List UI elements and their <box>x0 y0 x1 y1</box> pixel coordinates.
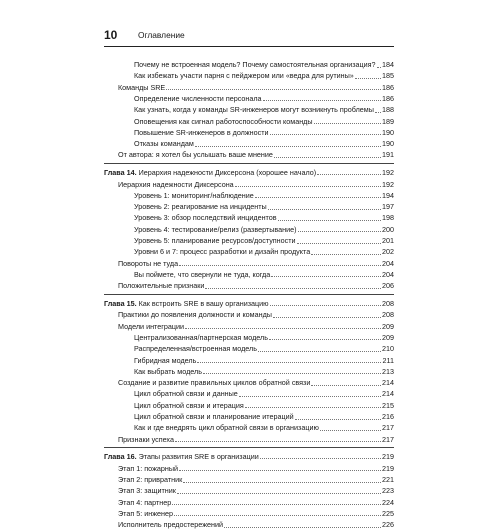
chapter-separator <box>104 294 394 295</box>
toc-page-number: 224 <box>382 497 394 507</box>
toc-page-number: 186 <box>382 93 394 103</box>
dot-leader <box>185 328 381 329</box>
toc-page-number: 217 <box>382 423 394 433</box>
toc-page-number: 208 <box>382 310 394 320</box>
toc-page-number: 191 <box>382 150 394 160</box>
dot-leader <box>195 146 381 147</box>
toc-entry-title: Уровни 6 и 7: процесс разработки и дизайн продукта <box>134 247 311 257</box>
dot-leader <box>263 100 381 101</box>
toc-entry-title <box>104 451 259 463</box>
toc-page-number: 216 <box>382 412 394 421</box>
dot-leader <box>224 527 381 528</box>
dot-leader <box>278 220 381 221</box>
toc-entry-title: Как узнать, когда у команды SR-инженеров могут возникнуть проблемы <box>134 105 374 115</box>
toc-entry-title: Уровень 2: реагирование на инциденты <box>134 202 267 212</box>
toc-entry[interactable] <box>118 434 394 446</box>
toc-entry-title: Уровень 4: тестирование/релиз (развертывание) <box>134 224 297 234</box>
toc-entry-title: Отказы командам <box>134 139 194 149</box>
chapter-title: Как встроить SRE в вашу организацию <box>138 298 269 308</box>
dot-leader <box>179 265 381 266</box>
toc-entry-title: Создание и развитие правильных циклов обратной связи <box>118 378 311 388</box>
toc-entry[interactable] <box>134 93 394 105</box>
toc-page-number: 208 <box>382 298 394 308</box>
dot-leader <box>317 174 381 175</box>
dot-leader <box>269 339 381 340</box>
toc-entry[interactable] <box>134 388 394 400</box>
dot-leader <box>270 134 381 135</box>
toc-entry-title: Уровень 5: планирование ресурсов/доступности <box>134 236 296 245</box>
toc-page-number: 219 <box>382 463 394 473</box>
toc-page-number: 217 <box>382 434 394 444</box>
toc-entry[interactable] <box>118 321 394 333</box>
toc-page-number: 192 <box>382 167 394 177</box>
toc-page-number: 184 <box>382 60 394 69</box>
toc-entry-title: Практики до появления должности и команды <box>118 310 272 320</box>
toc-entry-title: Распределенная/встроенная модель <box>134 344 257 354</box>
chapter-title: Этапы развития SRE в организации <box>138 451 259 461</box>
toc-page-number: 198 <box>382 213 394 223</box>
dot-leader <box>205 288 381 289</box>
toc-page-number: 185 <box>382 71 394 81</box>
toc-page-number: 226 <box>382 520 394 530</box>
dot-leader <box>166 89 381 90</box>
toc-entry[interactable] <box>134 190 394 202</box>
toc-entry-title: Этап 2: привратник <box>118 475 183 484</box>
toc-page-number: 223 <box>382 486 394 496</box>
toc-entry-title: Этап 5: инженер <box>118 508 174 518</box>
toc-entry[interactable] <box>134 422 394 434</box>
toc-entry[interactable] <box>118 377 394 389</box>
toc-entry[interactable] <box>118 508 394 520</box>
toc-entry[interactable] <box>134 116 394 128</box>
dot-leader <box>177 493 381 494</box>
chapter-number: Глава 14. <box>104 167 139 177</box>
dot-leader <box>174 515 381 516</box>
toc-entry-title: Положительные признаки <box>118 281 205 291</box>
toc-entry[interactable] <box>118 309 394 321</box>
toc-entry-title: Оповещения как сигнал работоспособности команды <box>134 116 313 126</box>
dot-leader <box>235 186 381 187</box>
toc-entry-title <box>104 298 269 310</box>
toc-page-number: 201 <box>382 236 394 245</box>
toc-entry-title: Цикл обратной связи и планирование итераций <box>134 412 294 421</box>
toc-entry[interactable] <box>118 474 394 486</box>
dot-leader <box>268 209 381 210</box>
toc-page-number: 215 <box>382 400 394 410</box>
toc-entry[interactable] <box>134 70 394 82</box>
dot-leader <box>311 254 381 255</box>
toc-entry-title: Повороты не туда <box>118 258 179 268</box>
dot-leader <box>197 362 381 363</box>
toc-page-number: 209 <box>382 332 394 342</box>
toc-entry-title: Гибридная модель <box>134 355 197 365</box>
toc-page-number: 190 <box>382 127 394 137</box>
toc-entry[interactable] <box>134 343 394 355</box>
toc-page-number: 189 <box>382 116 394 126</box>
toc-entry[interactable] <box>134 400 394 412</box>
toc-entry[interactable] <box>118 519 394 531</box>
dot-leader <box>320 430 381 431</box>
chapter-separator <box>104 447 394 448</box>
toc-entry-title: Признаки успеха <box>118 434 174 444</box>
dot-leader <box>255 197 381 198</box>
toc-entry-title: Как выбрать модель <box>134 366 202 376</box>
dot-leader <box>260 458 381 459</box>
toc-chapter[interactable] <box>104 298 394 310</box>
toc-entry[interactable] <box>134 201 394 213</box>
dot-leader <box>179 470 381 471</box>
toc-entry-title: Модели интеграции <box>118 321 185 331</box>
dot-leader <box>175 441 381 442</box>
dot-leader <box>239 396 381 397</box>
toc-entry-title: Этап 3: защитник <box>118 486 176 496</box>
toc-entry[interactable] <box>134 224 394 236</box>
dot-leader <box>375 112 381 113</box>
toc-entry[interactable] <box>134 269 394 281</box>
dot-leader <box>172 504 381 505</box>
toc-entry-title: Уровень 3: обзор последствий инцидентов <box>134 213 277 223</box>
toc-entry-title: Определение численности персонала <box>134 93 262 103</box>
toc-page-number: 221 <box>382 475 394 484</box>
dot-leader <box>271 276 381 277</box>
toc-entry-title: Централизованная/партнерская модель <box>134 332 268 342</box>
toc-entry[interactable] <box>134 138 394 150</box>
toc-entry[interactable] <box>118 280 394 292</box>
toc-entry-title: От автора: я хотел бы услышать ваше мнение <box>118 150 273 160</box>
toc-chapter[interactable] <box>104 167 394 179</box>
toc-entry-title: Повышение SR-инженеров в должности <box>134 127 269 137</box>
toc-entry-title: Этап 1: пожарный <box>118 463 179 473</box>
dot-leader <box>270 305 381 306</box>
toc-entry[interactable] <box>134 104 394 116</box>
toc-page-number: 200 <box>382 224 394 234</box>
toc-entry-title: Иерархия надежности Диксерсона <box>118 179 234 189</box>
toc-entry[interactable] <box>118 485 394 497</box>
toc-entry[interactable] <box>118 179 394 191</box>
toc-page-number: 190 <box>382 139 394 149</box>
toc-page-number: 204 <box>382 269 394 279</box>
toc-entry[interactable] <box>134 246 394 258</box>
dot-leader <box>355 78 381 79</box>
chapter-number: Глава 15. <box>104 298 139 308</box>
dot-leader <box>203 373 381 374</box>
toc-entry[interactable] <box>118 82 394 94</box>
toc-entry[interactable] <box>134 411 394 423</box>
toc-entry[interactable] <box>134 235 394 247</box>
toc-page-number: 202 <box>382 247 394 257</box>
toc-entry[interactable] <box>118 463 394 475</box>
toc-entry[interactable] <box>134 366 394 378</box>
toc-entry[interactable] <box>134 355 394 367</box>
page-number: 10 <box>104 28 118 42</box>
dot-leader <box>274 157 381 158</box>
toc-page-number: 213 <box>382 366 394 376</box>
toc-entry-title: Уровень 1: мониторинг/наблюдение <box>134 190 254 200</box>
toc-entry[interactable] <box>134 212 394 224</box>
dot-leader <box>273 317 381 318</box>
dot-leader <box>377 67 381 68</box>
toc-chapter[interactable] <box>104 451 394 463</box>
toc-entry[interactable] <box>134 127 394 139</box>
toc-entry[interactable] <box>118 258 394 270</box>
toc-page-number: 219 <box>382 451 394 461</box>
dot-leader <box>245 407 381 408</box>
toc-page-number: 209 <box>382 321 394 331</box>
toc-entry-title: Как и где внедрять цикл обратной связи в организацию <box>134 423 319 433</box>
toc-page-number: 210 <box>382 344 394 354</box>
toc-entry-title: Исполнитель предостережений <box>118 520 224 530</box>
toc-page-number: 192 <box>382 179 394 189</box>
toc-entry-title: Этап 4: партнер <box>118 497 172 507</box>
dot-leader <box>295 419 381 420</box>
toc-page-number: 214 <box>382 378 394 388</box>
chapter-title: Иерархия надежности Диксерсона (хорошее начало) <box>138 167 317 177</box>
running-title: Оглавление <box>138 30 185 40</box>
toc-page-number: 186 <box>382 82 394 92</box>
toc-page-number: 188 <box>382 105 394 115</box>
toc-entry-title <box>104 167 316 179</box>
dot-leader <box>314 123 381 124</box>
dot-leader <box>183 482 381 483</box>
dot-leader <box>311 385 381 386</box>
toc-entry-title: Команды SRE <box>118 82 166 92</box>
dot-leader <box>298 231 382 232</box>
toc-page-number: 197 <box>382 202 394 212</box>
toc-entry-title: Вы поймете, что свернули не туда, когда <box>134 269 271 279</box>
toc-entry-title: Цикл обратной связи и итерация <box>134 400 244 410</box>
toc-entry[interactable] <box>134 59 394 71</box>
chapter-separator <box>104 163 394 164</box>
chapter-number: Глава 16. <box>104 451 139 461</box>
dot-leader <box>297 243 381 244</box>
toc-entry[interactable] <box>118 497 394 509</box>
toc-page-number: 204 <box>382 258 394 268</box>
toc-entry-title: Почему не встроенная модель? Почему самостоятельная организация? <box>134 60 376 69</box>
toc-page-number: 214 <box>382 389 394 399</box>
toc-entry-title: Цикл обратной связи и данные <box>134 389 238 399</box>
toc-page-number: 211 <box>382 355 394 365</box>
toc-entry[interactable] <box>118 149 394 161</box>
toc-page-number: 194 <box>382 190 394 200</box>
dot-leader <box>258 351 381 352</box>
toc-page-number: 225 <box>382 508 394 518</box>
toc-page-number: 206 <box>382 281 394 291</box>
toc-entry[interactable] <box>134 332 394 344</box>
toc-entry-title: Как избежать участи парня с пейджером или «ведра для рутины» <box>134 71 354 81</box>
